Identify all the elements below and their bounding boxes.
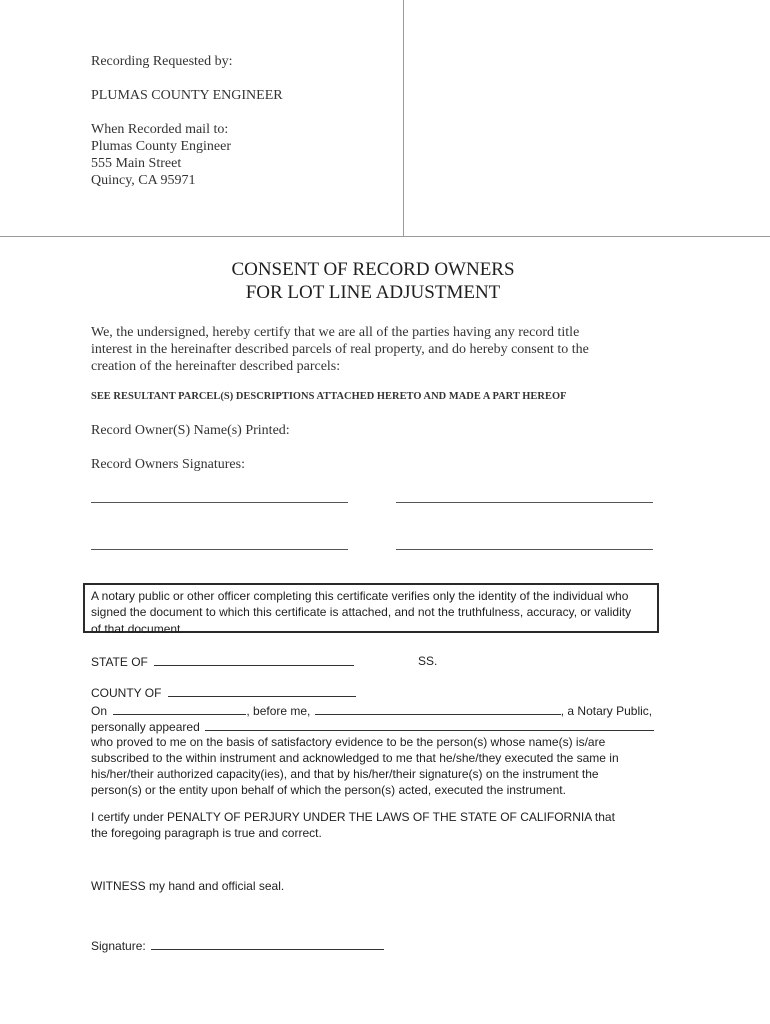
state-of-row — [91, 653, 354, 671]
personally-appeared-row — [91, 718, 654, 736]
owner-signature-line-4[interactable] — [396, 549, 653, 550]
header-vertical-divider — [403, 0, 404, 236]
owner-names-label: Record Owner(S) Name(s) Printed: — [91, 423, 290, 438]
notary-notice-line-1: A notary public or other officer completing this certificate verifies only the identity of the individual who — [91, 589, 629, 603]
perjury-line-1: I certify under PENALTY OF PERJURY UNDER THE LAWS OF THE STATE OF CALIFORNIA that — [91, 810, 615, 824]
mail-to-name: Plumas County Engineer — [91, 139, 231, 154]
requester-name: PLUMAS COUNTY ENGINEER — [91, 88, 283, 103]
owner-signature-line-1[interactable] — [91, 502, 348, 503]
mail-to-city: Quincy, CA 95971 — [91, 173, 196, 188]
ss-label: SS. — [418, 654, 438, 668]
certify-line-2: interest in the hereinafter described parcels of real property, and do hereby consent to the — [91, 342, 589, 357]
proved-line-1: who proved to me on the basis of satisfactory evidence to be the person(s) whose name(s) is/are — [91, 735, 606, 749]
proved-line-4: person(s) or the entity upon behalf of which the person(s) acted, executed the instrument. — [91, 783, 566, 797]
owner-signatures-label: Record Owners Signatures: — [91, 457, 245, 472]
state-of-label: STATE OF — [91, 655, 148, 669]
notary-notice-line-3: of that document. — [91, 621, 184, 636]
perjury-line-2: the foregoing paragraph is true and correct. — [91, 826, 322, 840]
notary-notice-line-2: signed the document to which this certificate is attached, and not the truthfulness, accuracy, or validity — [91, 605, 632, 620]
on-before-me-row — [91, 702, 652, 720]
county-of-label: COUNTY OF — [91, 686, 162, 700]
proved-line-3: his/her/their authorized capacity(ies), and that by his/her/their signature(s) on the instrument the — [91, 767, 599, 781]
notary-name-field[interactable] — [315, 702, 561, 715]
notary-notice-box — [83, 583, 659, 636]
proved-line-2: subscribed to the within instrument and acknowledged to me that he/she/they executed the same in — [91, 751, 619, 765]
owner-signature-line-2[interactable] — [396, 502, 653, 503]
notary-signature-field[interactable] — [151, 937, 384, 950]
notary-public-label: , a Notary Public, — [560, 704, 653, 718]
county-of-row — [91, 684, 356, 702]
witness-statement: WITNESS my hand and official seal. — [91, 879, 285, 893]
signature-row — [91, 937, 384, 955]
personally-appeared-label: personally appeared — [91, 720, 200, 734]
certify-line-1: We, the undersigned, hereby certify that we are all of the parties having any record title — [91, 325, 580, 340]
before-me-label: , before me, — [246, 704, 311, 718]
personally-appeared-field[interactable] — [205, 718, 654, 731]
see-resultant-parcels: SEE RESULTANT PARCEL(S) DESCRIPTIONS ATTACHED HERETO AND MADE A PART HEREOF — [91, 391, 567, 402]
mail-to-street: 555 Main Street — [91, 156, 182, 171]
county-of-field[interactable] — [168, 684, 356, 697]
signature-label: Signature: — [91, 939, 146, 953]
date-field[interactable] — [113, 702, 246, 715]
header-horizontal-divider — [0, 236, 770, 237]
state-of-field[interactable] — [154, 653, 354, 666]
document-title-line2: FOR LOT LINE ADJUSTMENT — [245, 282, 501, 303]
recording-requested-by-label: Recording Requested by: — [91, 54, 233, 69]
owner-signature-line-3[interactable] — [91, 549, 348, 550]
certify-line-3: creation of the hereinafter described parcels: — [91, 359, 341, 374]
when-recorded-label: When Recorded mail to: — [91, 122, 229, 137]
on-label: On — [91, 704, 108, 718]
document-title-line1: CONSENT OF RECORD OWNERS — [231, 259, 515, 280]
